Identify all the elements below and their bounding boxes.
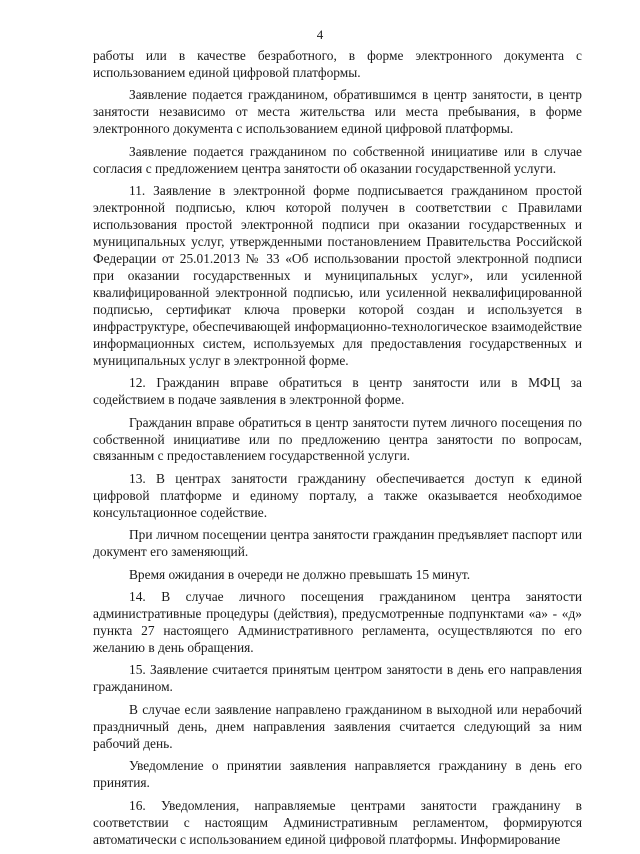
paragraph-item-15: 15. Заявление считается принятым центром занятости в день его направления гражданином. bbox=[93, 662, 582, 695]
document-body bbox=[93, 48, 582, 854]
paragraph-item-13: 13. В центрах занятости гражданину обеспечивается доступ к единой цифровой платформе и единому порталу, а также оказывается необходимое консультационное содействие. bbox=[93, 470, 582, 520]
paragraph: Заявление подается гражданином, обратившимся в центр занятости, в центр занятости независимо от места жительства или места пребывания, в форме электронного документа с использованием единой цифровой платформы. bbox=[93, 87, 582, 137]
paragraph: работы или в качестве безработного, в форме электронного документа с использованием единой цифровой платформы. bbox=[93, 48, 582, 80]
paragraph: Гражданин вправе обратиться в центр занятости путем личного посещения по собственной инициативе или по предложению центра занятости по вопросам, связанным с предоставлением государственной услуги. bbox=[93, 414, 582, 464]
paragraph: В случае если заявление направлено гражданином в выходной или нерабочий праздничный день, днем направления заявления считается следующий за ним рабочий день. bbox=[93, 701, 582, 751]
paragraph-item-11: 11. Заявление в электронной форме подписывается гражданином простой электронной подписью, ключ которой получен в соответствии с Правилами использования простой электронной подписи при оказании государственных и муниципальных услуг, утвержденными постановлением Правительства Российской Федерации от 25.01.2013 № 33 «Об использовании простой электронной подписи при оказании государственных и муниципальных услуг», или усиленной квалифицированной электронной подписью, или усиленной неквалифицированной подписью, сертификат ключа проверки которой создан и используется в инфраструктуре, обеспечивающей информационно-технологическое взаимодействие информационных систем, используемых для предоставления государственных и муниципальных услуг в электронной форме. bbox=[93, 183, 582, 368]
page-number: 4 bbox=[316, 27, 324, 42]
paragraph: Уведомление о принятии заявления направляется гражданину в день его принятия. bbox=[93, 758, 582, 791]
paragraph-item-16: 16. Уведомления, направляемые центрами занятости гражданину в соответствии с настоящим Административным регламентом, формируются автоматически с использованием единой цифровой платформы. Информирование bbox=[93, 797, 582, 847]
paragraph-item-12: 12. Гражданин вправе обратиться в центр занятости или в МФЦ за содействием в подаче заявления в электронной форме. bbox=[93, 375, 582, 408]
paragraph-item-14: 14. В случае личного посещения гражданином центра занятости административные процедуры (действия), предусмотренные подпунктами «а» - «д» пункта 27 настоящего Административного регламента, осуществляются по его желанию в день обращения. bbox=[93, 589, 582, 655]
paragraph: Время ожидания в очереди не должно превышать 15 минут. bbox=[129, 566, 471, 582]
paragraph: Заявление подается гражданином по собственной инициативе или в случае согласия с предложением центра занятости об оказании государственной услуги. bbox=[93, 143, 582, 176]
paragraph: При личном посещении центра занятости гражданин предъявляет паспорт или документ его заменяющий. bbox=[93, 527, 582, 560]
